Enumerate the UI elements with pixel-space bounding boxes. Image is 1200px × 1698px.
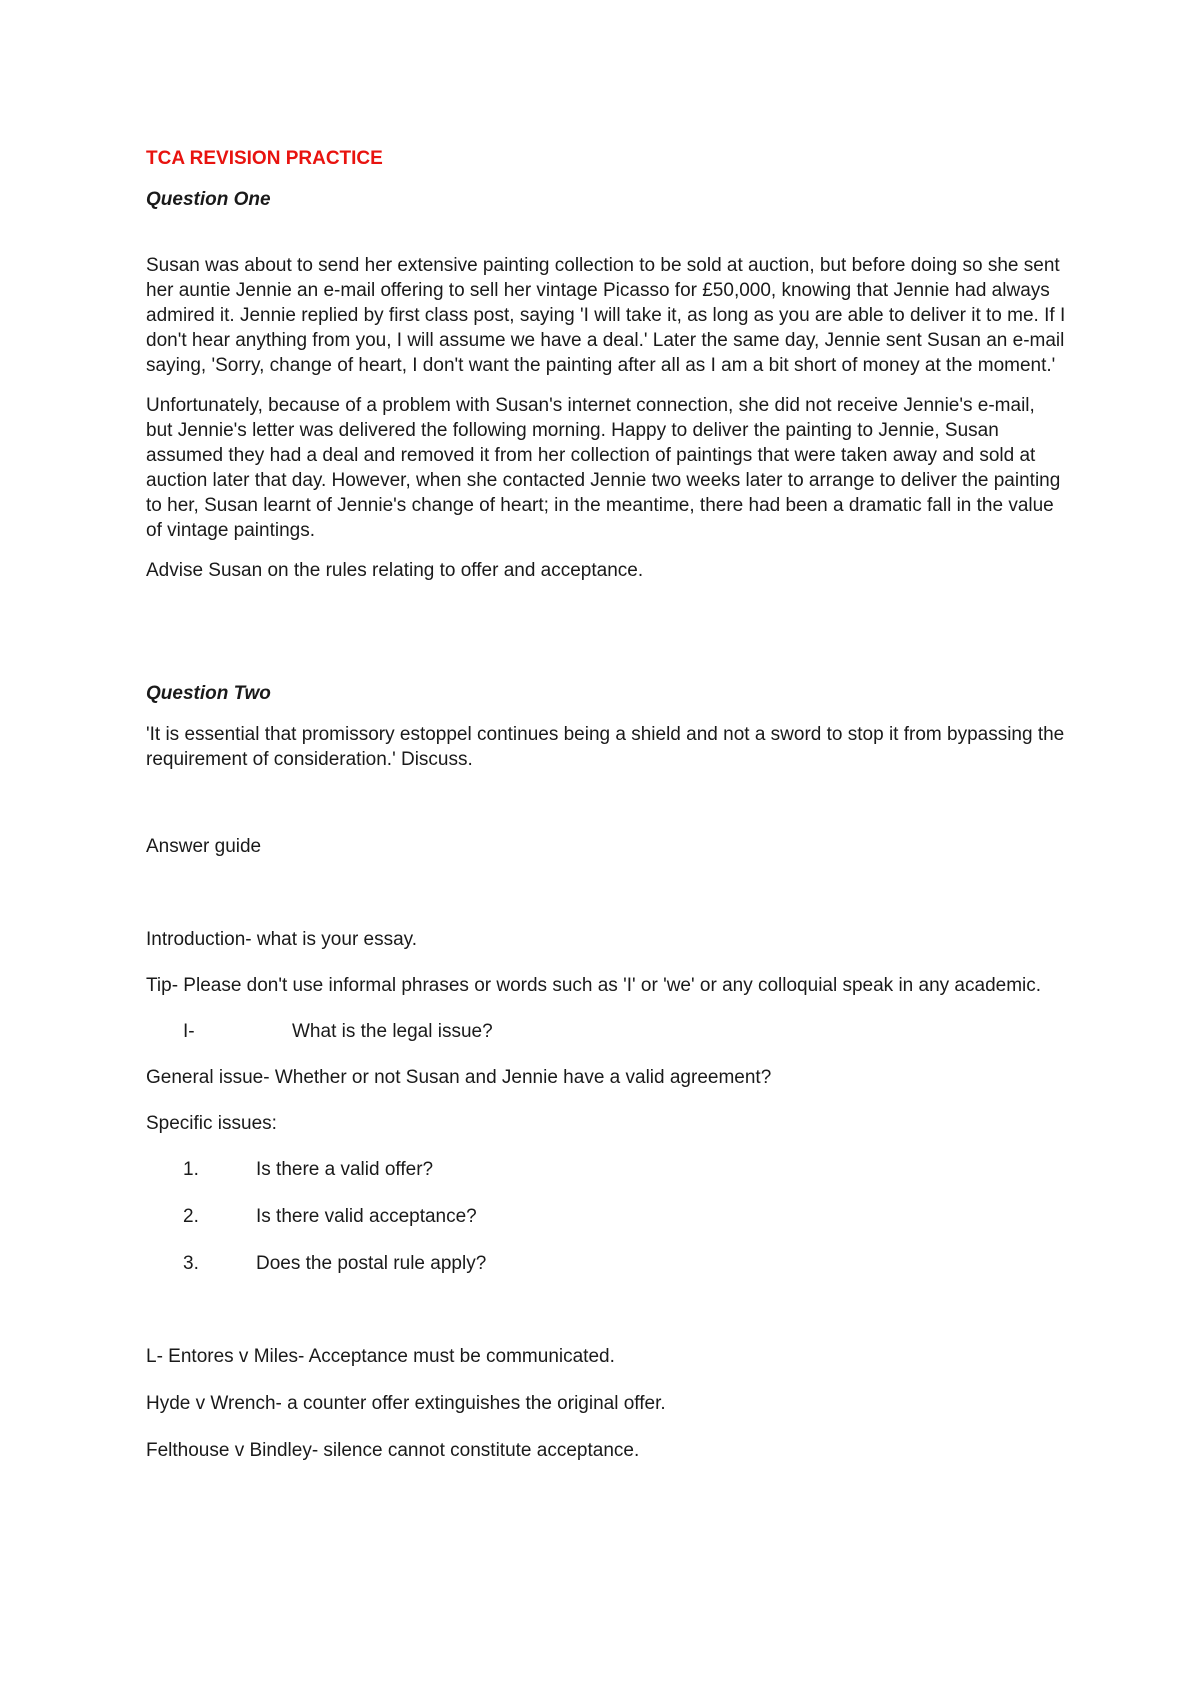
issue-text: What is the legal issue? [292, 1021, 493, 1042]
question-one-paragraph-3: Advise Susan on the rules relating to offer and acceptance. [146, 560, 644, 581]
issue-row [146, 1019, 1066, 1044]
law-line-hyde: Hyde v Wrench- a counter offer extinguishes the original offer. [146, 1393, 666, 1414]
list-item-text: Is there valid acceptance? [256, 1206, 477, 1227]
question-two-heading: Question Two [146, 683, 271, 704]
list-item-text: Does the postal rule apply? [256, 1253, 487, 1274]
list-item-text: Is there a valid offer? [256, 1159, 434, 1180]
list-number: 3. [183, 1253, 199, 1274]
tip-line: Tip- Please don't use informal phrases or words such as 'I' or 'we' or any colloquial speak in any academic. [146, 975, 1042, 996]
issue-marker: I- [183, 1021, 195, 1042]
law-line-entores: L- Entores v Miles- Acceptance must be communicated. [146, 1346, 615, 1367]
specific-issues-label: Specific issues: [146, 1113, 277, 1134]
list-number: 1. [183, 1159, 199, 1180]
answer-guide-heading: Answer guide [146, 836, 262, 857]
list-number: 2. [183, 1206, 199, 1227]
question-two-paragraph: 'It is essential that promissory estoppel continues being a shield and not a sword to stop it from bypassing the requirement of consideration.' Discuss. [146, 724, 1065, 770]
question-one-paragraph-2: Unfortunately, because of a problem with Susan's internet connection, she did not receive Jennie's e-mail, but Jennie's letter was delivered the following morning. Happy to deliver the painting to Jennie, Susan assumed they had a deal and removed it from her collection of paintings that were taken away and sold at auction later that day. However, when she contacted Jennie two weeks later to arrange to deliver the painting to her, Susan learnt of Jennie's change of heart; in the meantime, there had been a dramatic fall in the value of vintage paintings. [146, 395, 1061, 541]
question-one-paragraph-1: Susan was about to send her extensive painting collection to be sold at auction, but before doing so she sent her auntie Jennie an e-mail offering to sell her vintage Picasso for £50,000, knowing that Jennie had always admired it. Jennie replied by first class post, saying 'I will take it, as long as you are able to deliver it to me. If I don't hear anything from you, I will assume we have a deal.' Later the same day, Jennie sent Susan an e-mail saying, 'Sorry, change of heart, I don't want the painting after all as I am a bit short of money at the moment.' [146, 255, 1066, 376]
law-line-felthouse: Felthouse v Bindley- silence cannot constitute acceptance. [146, 1440, 640, 1461]
introduction-line: Introduction- what is your essay. [146, 929, 418, 950]
specific-issue-item [146, 1157, 1066, 1182]
general-issue-line: General issue- Whether or not Susan and Jennie have a valid agreement? [146, 1067, 772, 1088]
question-one-heading: Question One [146, 189, 271, 210]
specific-issue-item [146, 1251, 1066, 1276]
document-title: TCA REVISION PRACTICE [146, 148, 383, 169]
document-body [146, 146, 1066, 1463]
specific-issue-item [146, 1204, 1066, 1229]
